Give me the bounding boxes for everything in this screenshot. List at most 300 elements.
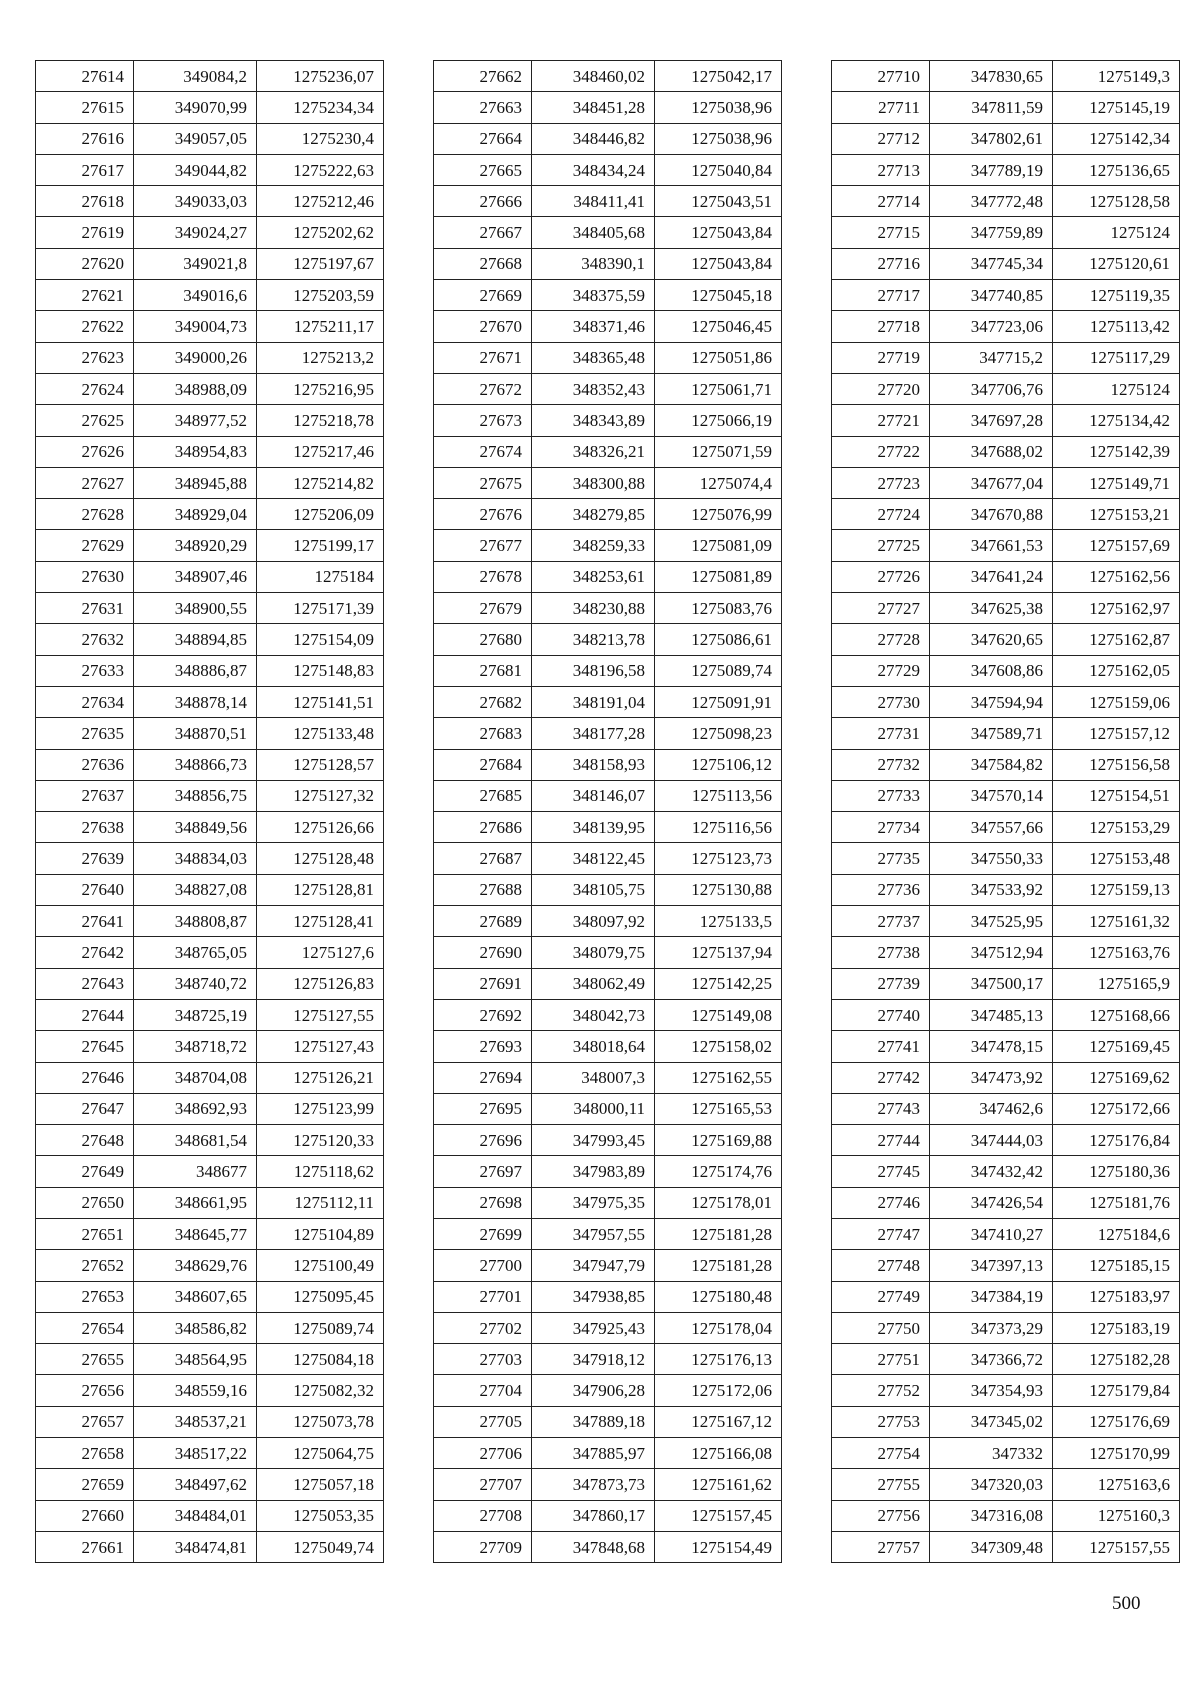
x-coordinate-cell: 348405,68 bbox=[532, 217, 655, 248]
y-coordinate-cell: 1275049,74 bbox=[257, 1531, 384, 1562]
table-row bbox=[832, 937, 1180, 968]
y-coordinate-cell: 1275148,83 bbox=[257, 655, 384, 686]
y-coordinate-cell: 1275119,35 bbox=[1053, 280, 1180, 311]
point-number-cell: 27664 bbox=[434, 123, 532, 154]
x-coordinate-cell: 347384,19 bbox=[930, 1281, 1053, 1312]
x-coordinate-cell: 347478,15 bbox=[930, 1031, 1053, 1062]
point-number-cell: 27738 bbox=[832, 937, 930, 968]
table-row bbox=[434, 1500, 782, 1531]
point-number-cell: 27739 bbox=[832, 968, 930, 999]
table-row bbox=[36, 655, 384, 686]
x-coordinate-cell: 348607,65 bbox=[134, 1281, 257, 1312]
point-number-cell: 27683 bbox=[434, 718, 532, 749]
point-number-cell: 27716 bbox=[832, 248, 930, 279]
table-row bbox=[36, 311, 384, 342]
y-coordinate-cell: 1275076,99 bbox=[655, 499, 782, 530]
y-coordinate-cell: 1275178,04 bbox=[655, 1312, 782, 1343]
table-row bbox=[434, 342, 782, 373]
x-coordinate-cell: 348692,93 bbox=[134, 1093, 257, 1124]
table-row bbox=[434, 843, 782, 874]
table-row bbox=[832, 61, 1180, 92]
y-coordinate-cell: 1275116,56 bbox=[655, 812, 782, 843]
point-number-cell: 27641 bbox=[36, 906, 134, 937]
y-coordinate-cell: 1275171,39 bbox=[257, 593, 384, 624]
x-coordinate-cell: 347802,61 bbox=[930, 123, 1053, 154]
y-coordinate-cell: 1275126,83 bbox=[257, 968, 384, 999]
table-row bbox=[832, 123, 1180, 154]
table-row bbox=[832, 1312, 1180, 1343]
x-coordinate-cell: 347918,12 bbox=[532, 1344, 655, 1375]
y-coordinate-cell: 1275161,62 bbox=[655, 1469, 782, 1500]
table-row bbox=[832, 373, 1180, 404]
x-coordinate-cell: 348765,05 bbox=[134, 937, 257, 968]
y-coordinate-cell: 1275128,81 bbox=[257, 874, 384, 905]
table-row bbox=[832, 686, 1180, 717]
y-coordinate-cell: 1275134,42 bbox=[1053, 405, 1180, 436]
x-coordinate-cell: 347740,85 bbox=[930, 280, 1053, 311]
x-coordinate-cell: 348586,82 bbox=[134, 1312, 257, 1343]
x-coordinate-cell: 348326,21 bbox=[532, 436, 655, 467]
point-number-cell: 27754 bbox=[832, 1438, 930, 1469]
table-row bbox=[434, 1281, 782, 1312]
point-number-cell: 27659 bbox=[36, 1469, 134, 1500]
x-coordinate-cell: 349044,82 bbox=[134, 154, 257, 185]
point-number-cell: 27727 bbox=[832, 593, 930, 624]
x-coordinate-cell: 347485,13 bbox=[930, 999, 1053, 1030]
point-number-cell: 27726 bbox=[832, 561, 930, 592]
table-row bbox=[36, 624, 384, 655]
table-row bbox=[434, 1250, 782, 1281]
table-row bbox=[36, 373, 384, 404]
point-number-cell: 27630 bbox=[36, 561, 134, 592]
point-number-cell: 27710 bbox=[832, 61, 930, 92]
point-number-cell: 27661 bbox=[36, 1531, 134, 1562]
y-coordinate-cell: 1275185,15 bbox=[1053, 1250, 1180, 1281]
point-number-cell: 27677 bbox=[434, 530, 532, 561]
x-coordinate-cell: 349084,2 bbox=[134, 61, 257, 92]
y-coordinate-cell: 1275230,4 bbox=[257, 123, 384, 154]
x-coordinate-cell: 348146,07 bbox=[532, 780, 655, 811]
y-coordinate-cell: 1275118,62 bbox=[257, 1156, 384, 1187]
table-row bbox=[36, 843, 384, 874]
y-coordinate-cell: 1275136,65 bbox=[1053, 154, 1180, 185]
point-number-cell: 27646 bbox=[36, 1062, 134, 1093]
point-number-cell: 27731 bbox=[832, 718, 930, 749]
y-coordinate-cell: 1275128,58 bbox=[1053, 186, 1180, 217]
point-number-cell: 27712 bbox=[832, 123, 930, 154]
table-row bbox=[832, 530, 1180, 561]
table-row bbox=[434, 1218, 782, 1249]
y-coordinate-cell: 1275066,19 bbox=[655, 405, 782, 436]
y-coordinate-cell: 1275120,61 bbox=[1053, 248, 1180, 279]
y-coordinate-cell: 1275180,48 bbox=[655, 1281, 782, 1312]
y-coordinate-cell: 1275043,84 bbox=[655, 217, 782, 248]
table-row bbox=[36, 1438, 384, 1469]
table-row bbox=[434, 1031, 782, 1062]
table-row bbox=[434, 280, 782, 311]
point-number-cell: 27728 bbox=[832, 624, 930, 655]
y-coordinate-cell: 1275133,48 bbox=[257, 718, 384, 749]
point-number-cell: 27624 bbox=[36, 373, 134, 404]
table-row bbox=[832, 1156, 1180, 1187]
y-coordinate-cell: 1275137,94 bbox=[655, 937, 782, 968]
x-coordinate-cell: 347620,65 bbox=[930, 624, 1053, 655]
x-coordinate-cell: 348139,95 bbox=[532, 812, 655, 843]
x-coordinate-cell: 347570,14 bbox=[930, 780, 1053, 811]
table-row bbox=[832, 874, 1180, 905]
x-coordinate-cell: 347500,17 bbox=[930, 968, 1053, 999]
y-coordinate-cell: 1275042,17 bbox=[655, 61, 782, 92]
table-row bbox=[36, 1281, 384, 1312]
x-coordinate-cell: 348945,88 bbox=[134, 467, 257, 498]
y-coordinate-cell: 1275043,51 bbox=[655, 186, 782, 217]
x-coordinate-cell: 348929,04 bbox=[134, 499, 257, 530]
point-number-cell: 27733 bbox=[832, 780, 930, 811]
point-number-cell: 27640 bbox=[36, 874, 134, 905]
point-number-cell: 27666 bbox=[434, 186, 532, 217]
point-number-cell: 27692 bbox=[434, 999, 532, 1030]
x-coordinate-cell: 347366,72 bbox=[930, 1344, 1053, 1375]
point-number-cell: 27696 bbox=[434, 1125, 532, 1156]
table-row bbox=[434, 812, 782, 843]
point-number-cell: 27663 bbox=[434, 92, 532, 123]
y-coordinate-cell: 1275153,48 bbox=[1053, 843, 1180, 874]
point-number-cell: 27695 bbox=[434, 1093, 532, 1124]
x-coordinate-cell: 348451,28 bbox=[532, 92, 655, 123]
point-number-cell: 27665 bbox=[434, 154, 532, 185]
y-coordinate-cell: 1275040,84 bbox=[655, 154, 782, 185]
table-row bbox=[434, 937, 782, 968]
y-coordinate-cell: 1275064,75 bbox=[257, 1438, 384, 1469]
table-row bbox=[36, 405, 384, 436]
y-coordinate-cell: 1275104,89 bbox=[257, 1218, 384, 1249]
point-number-cell: 27650 bbox=[36, 1187, 134, 1218]
y-coordinate-cell: 1275038,96 bbox=[655, 92, 782, 123]
x-coordinate-cell: 349033,03 bbox=[134, 186, 257, 217]
table-row bbox=[36, 968, 384, 999]
y-coordinate-cell: 1275234,34 bbox=[257, 92, 384, 123]
table-row bbox=[832, 749, 1180, 780]
table-row bbox=[36, 1531, 384, 1562]
table-row bbox=[434, 624, 782, 655]
y-coordinate-cell: 1275061,71 bbox=[655, 373, 782, 404]
x-coordinate-cell: 348629,76 bbox=[134, 1250, 257, 1281]
point-number-cell: 27627 bbox=[36, 467, 134, 498]
point-number-cell: 27743 bbox=[832, 1093, 930, 1124]
x-coordinate-cell: 348000,11 bbox=[532, 1093, 655, 1124]
x-coordinate-cell: 347309,48 bbox=[930, 1531, 1053, 1562]
x-coordinate-cell: 348661,95 bbox=[134, 1187, 257, 1218]
table-row bbox=[434, 874, 782, 905]
point-number-cell: 27706 bbox=[434, 1438, 532, 1469]
y-coordinate-cell: 1275181,28 bbox=[655, 1250, 782, 1281]
x-coordinate-cell: 348808,87 bbox=[134, 906, 257, 937]
table-row bbox=[832, 1218, 1180, 1249]
x-coordinate-cell: 347677,04 bbox=[930, 467, 1053, 498]
table-row bbox=[434, 1187, 782, 1218]
y-coordinate-cell: 1275206,09 bbox=[257, 499, 384, 530]
table-row bbox=[832, 812, 1180, 843]
y-coordinate-cell: 1275045,18 bbox=[655, 280, 782, 311]
table-row bbox=[832, 280, 1180, 311]
table-row bbox=[36, 1250, 384, 1281]
table-row bbox=[36, 937, 384, 968]
point-number-cell: 27688 bbox=[434, 874, 532, 905]
table-row bbox=[36, 812, 384, 843]
x-coordinate-cell: 349016,6 bbox=[134, 280, 257, 311]
table-row bbox=[832, 843, 1180, 874]
x-coordinate-cell: 348177,28 bbox=[532, 718, 655, 749]
table-row bbox=[434, 561, 782, 592]
table-row bbox=[434, 530, 782, 561]
x-coordinate-cell: 347462,6 bbox=[930, 1093, 1053, 1124]
point-number-cell: 27722 bbox=[832, 436, 930, 467]
point-number-cell: 27636 bbox=[36, 749, 134, 780]
y-coordinate-cell: 1275159,06 bbox=[1053, 686, 1180, 717]
table-row bbox=[36, 61, 384, 92]
x-coordinate-cell: 349024,27 bbox=[134, 217, 257, 248]
table-row bbox=[832, 248, 1180, 279]
table-row bbox=[36, 561, 384, 592]
table-row bbox=[832, 780, 1180, 811]
point-number-cell: 27709 bbox=[434, 1531, 532, 1562]
point-number-cell: 27748 bbox=[832, 1250, 930, 1281]
point-number-cell: 27667 bbox=[434, 217, 532, 248]
x-coordinate-cell: 348300,88 bbox=[532, 467, 655, 498]
x-coordinate-cell: 348677 bbox=[134, 1156, 257, 1187]
y-coordinate-cell: 1275162,87 bbox=[1053, 624, 1180, 655]
y-coordinate-cell: 1275100,49 bbox=[257, 1250, 384, 1281]
x-coordinate-cell: 347316,08 bbox=[930, 1500, 1053, 1531]
y-coordinate-cell: 1275216,95 bbox=[257, 373, 384, 404]
y-coordinate-cell: 1275181,76 bbox=[1053, 1187, 1180, 1218]
table-row bbox=[832, 1093, 1180, 1124]
x-coordinate-cell: 347706,76 bbox=[930, 373, 1053, 404]
x-coordinate-cell: 348886,87 bbox=[134, 655, 257, 686]
x-coordinate-cell: 348907,46 bbox=[134, 561, 257, 592]
point-number-cell: 27745 bbox=[832, 1156, 930, 1187]
x-coordinate-cell: 348474,81 bbox=[134, 1531, 257, 1562]
y-coordinate-cell: 1275133,5 bbox=[655, 906, 782, 937]
x-coordinate-cell: 348390,1 bbox=[532, 248, 655, 279]
point-number-cell: 27751 bbox=[832, 1344, 930, 1375]
x-coordinate-cell: 347848,68 bbox=[532, 1531, 655, 1562]
table-row bbox=[832, 217, 1180, 248]
x-coordinate-cell: 347410,27 bbox=[930, 1218, 1053, 1249]
y-coordinate-cell: 1275120,33 bbox=[257, 1125, 384, 1156]
table-row bbox=[36, 530, 384, 561]
table-row bbox=[832, 1187, 1180, 1218]
x-coordinate-cell: 349021,8 bbox=[134, 248, 257, 279]
table-row bbox=[832, 1250, 1180, 1281]
y-coordinate-cell: 1275098,23 bbox=[655, 718, 782, 749]
table-row bbox=[36, 1125, 384, 1156]
table-row bbox=[832, 1031, 1180, 1062]
x-coordinate-cell: 347688,02 bbox=[930, 436, 1053, 467]
x-coordinate-cell: 347873,73 bbox=[532, 1469, 655, 1500]
table-row bbox=[434, 1438, 782, 1469]
y-coordinate-cell: 1275163,76 bbox=[1053, 937, 1180, 968]
table-row bbox=[832, 1500, 1180, 1531]
table-row bbox=[434, 906, 782, 937]
table-row bbox=[36, 593, 384, 624]
table-row bbox=[832, 1469, 1180, 1500]
x-coordinate-cell: 348411,41 bbox=[532, 186, 655, 217]
table-row bbox=[434, 1062, 782, 1093]
point-number-cell: 27675 bbox=[434, 467, 532, 498]
y-coordinate-cell: 1275128,48 bbox=[257, 843, 384, 874]
table-row bbox=[832, 1125, 1180, 1156]
x-coordinate-cell: 347925,43 bbox=[532, 1312, 655, 1343]
table-row bbox=[434, 968, 782, 999]
x-coordinate-cell: 348259,33 bbox=[532, 530, 655, 561]
x-coordinate-cell: 347772,48 bbox=[930, 186, 1053, 217]
x-coordinate-cell: 347625,38 bbox=[930, 593, 1053, 624]
table-row bbox=[434, 499, 782, 530]
x-coordinate-cell: 348559,16 bbox=[134, 1375, 257, 1406]
x-coordinate-cell: 347661,53 bbox=[930, 530, 1053, 561]
x-coordinate-cell: 347512,94 bbox=[930, 937, 1053, 968]
table-row bbox=[434, 655, 782, 686]
table-row bbox=[832, 154, 1180, 185]
table-row bbox=[36, 1500, 384, 1531]
y-coordinate-cell: 1275038,96 bbox=[655, 123, 782, 154]
table-row bbox=[434, 467, 782, 498]
y-coordinate-cell: 1275154,09 bbox=[257, 624, 384, 655]
x-coordinate-cell: 348827,08 bbox=[134, 874, 257, 905]
x-coordinate-cell: 348352,43 bbox=[532, 373, 655, 404]
point-number-cell: 27729 bbox=[832, 655, 930, 686]
y-coordinate-cell: 1275127,6 bbox=[257, 937, 384, 968]
y-coordinate-cell: 1275086,61 bbox=[655, 624, 782, 655]
y-coordinate-cell: 1275157,45 bbox=[655, 1500, 782, 1531]
table-row bbox=[434, 248, 782, 279]
y-coordinate-cell: 1275124 bbox=[1053, 373, 1180, 404]
x-coordinate-cell: 348371,46 bbox=[532, 311, 655, 342]
table-row bbox=[434, 1469, 782, 1500]
x-coordinate-cell: 347354,93 bbox=[930, 1375, 1053, 1406]
x-coordinate-cell: 349004,73 bbox=[134, 311, 257, 342]
point-number-cell: 27679 bbox=[434, 593, 532, 624]
table-row bbox=[36, 1187, 384, 1218]
x-coordinate-cell: 347811,59 bbox=[930, 92, 1053, 123]
x-coordinate-cell: 348158,93 bbox=[532, 749, 655, 780]
point-number-cell: 27642 bbox=[36, 937, 134, 968]
point-number-cell: 27672 bbox=[434, 373, 532, 404]
table-row bbox=[36, 1031, 384, 1062]
point-number-cell: 27702 bbox=[434, 1312, 532, 1343]
point-number-cell: 27749 bbox=[832, 1281, 930, 1312]
y-coordinate-cell: 1275183,97 bbox=[1053, 1281, 1180, 1312]
table-row bbox=[36, 686, 384, 717]
table-row bbox=[36, 1406, 384, 1437]
y-coordinate-cell: 1275168,66 bbox=[1053, 999, 1180, 1030]
x-coordinate-cell: 347397,13 bbox=[930, 1250, 1053, 1281]
point-number-cell: 27723 bbox=[832, 467, 930, 498]
table-row bbox=[434, 749, 782, 780]
y-coordinate-cell: 1275142,39 bbox=[1053, 436, 1180, 467]
x-coordinate-cell: 348191,04 bbox=[532, 686, 655, 717]
y-coordinate-cell: 1275213,2 bbox=[257, 342, 384, 373]
x-coordinate-cell: 347670,88 bbox=[930, 499, 1053, 530]
y-coordinate-cell: 1275081,89 bbox=[655, 561, 782, 592]
point-number-cell: 27674 bbox=[434, 436, 532, 467]
point-number-cell: 27678 bbox=[434, 561, 532, 592]
table-row bbox=[36, 780, 384, 811]
table-row bbox=[832, 1344, 1180, 1375]
table-row bbox=[434, 154, 782, 185]
table-row bbox=[36, 280, 384, 311]
table-row bbox=[36, 467, 384, 498]
y-coordinate-cell: 1275211,17 bbox=[257, 311, 384, 342]
x-coordinate-cell: 348484,01 bbox=[134, 1500, 257, 1531]
x-coordinate-cell: 348213,78 bbox=[532, 624, 655, 655]
y-coordinate-cell: 1275157,69 bbox=[1053, 530, 1180, 561]
point-number-cell: 27649 bbox=[36, 1156, 134, 1187]
x-coordinate-cell: 349057,05 bbox=[134, 123, 257, 154]
point-number-cell: 27651 bbox=[36, 1218, 134, 1249]
table-row bbox=[832, 92, 1180, 123]
y-coordinate-cell: 1275162,56 bbox=[1053, 561, 1180, 592]
y-coordinate-cell: 1275169,62 bbox=[1053, 1062, 1180, 1093]
point-number-cell: 27681 bbox=[434, 655, 532, 686]
table-row bbox=[832, 999, 1180, 1030]
point-number-cell: 27687 bbox=[434, 843, 532, 874]
point-number-cell: 27689 bbox=[434, 906, 532, 937]
table-row bbox=[434, 999, 782, 1030]
y-coordinate-cell: 1275043,84 bbox=[655, 248, 782, 279]
table-row bbox=[832, 1438, 1180, 1469]
y-coordinate-cell: 1275166,08 bbox=[655, 1438, 782, 1469]
y-coordinate-cell: 1275074,4 bbox=[655, 467, 782, 498]
x-coordinate-cell: 348878,14 bbox=[134, 686, 257, 717]
y-coordinate-cell: 1275159,13 bbox=[1053, 874, 1180, 905]
table-row bbox=[832, 1375, 1180, 1406]
y-coordinate-cell: 1275222,63 bbox=[257, 154, 384, 185]
x-coordinate-cell: 347584,82 bbox=[930, 749, 1053, 780]
x-coordinate-cell: 347525,95 bbox=[930, 906, 1053, 937]
y-coordinate-cell: 1275167,12 bbox=[655, 1406, 782, 1437]
y-coordinate-cell: 1275145,19 bbox=[1053, 92, 1180, 123]
point-number-cell: 27686 bbox=[434, 812, 532, 843]
table-row bbox=[36, 1469, 384, 1500]
point-number-cell: 27705 bbox=[434, 1406, 532, 1437]
x-coordinate-cell: 348681,54 bbox=[134, 1125, 257, 1156]
y-coordinate-cell: 1275124 bbox=[1053, 217, 1180, 248]
y-coordinate-cell: 1275126,66 bbox=[257, 812, 384, 843]
x-coordinate-cell: 348062,49 bbox=[532, 968, 655, 999]
y-coordinate-cell: 1275174,76 bbox=[655, 1156, 782, 1187]
table-row bbox=[36, 1093, 384, 1124]
y-coordinate-cell: 1275236,07 bbox=[257, 61, 384, 92]
coordinates-table-1 bbox=[35, 60, 384, 1563]
y-coordinate-cell: 1275182,28 bbox=[1053, 1344, 1180, 1375]
y-coordinate-cell: 1275214,82 bbox=[257, 467, 384, 498]
point-number-cell: 27628 bbox=[36, 499, 134, 530]
point-number-cell: 27645 bbox=[36, 1031, 134, 1062]
table-row bbox=[434, 718, 782, 749]
y-coordinate-cell: 1275203,59 bbox=[257, 280, 384, 311]
x-coordinate-cell: 347444,03 bbox=[930, 1125, 1053, 1156]
y-coordinate-cell: 1275084,18 bbox=[257, 1344, 384, 1375]
y-coordinate-cell: 1275089,74 bbox=[257, 1312, 384, 1343]
table-row bbox=[434, 405, 782, 436]
point-number-cell: 27654 bbox=[36, 1312, 134, 1343]
x-coordinate-cell: 347947,79 bbox=[532, 1250, 655, 1281]
point-number-cell: 27623 bbox=[36, 342, 134, 373]
table-row bbox=[832, 186, 1180, 217]
y-coordinate-cell: 1275081,09 bbox=[655, 530, 782, 561]
